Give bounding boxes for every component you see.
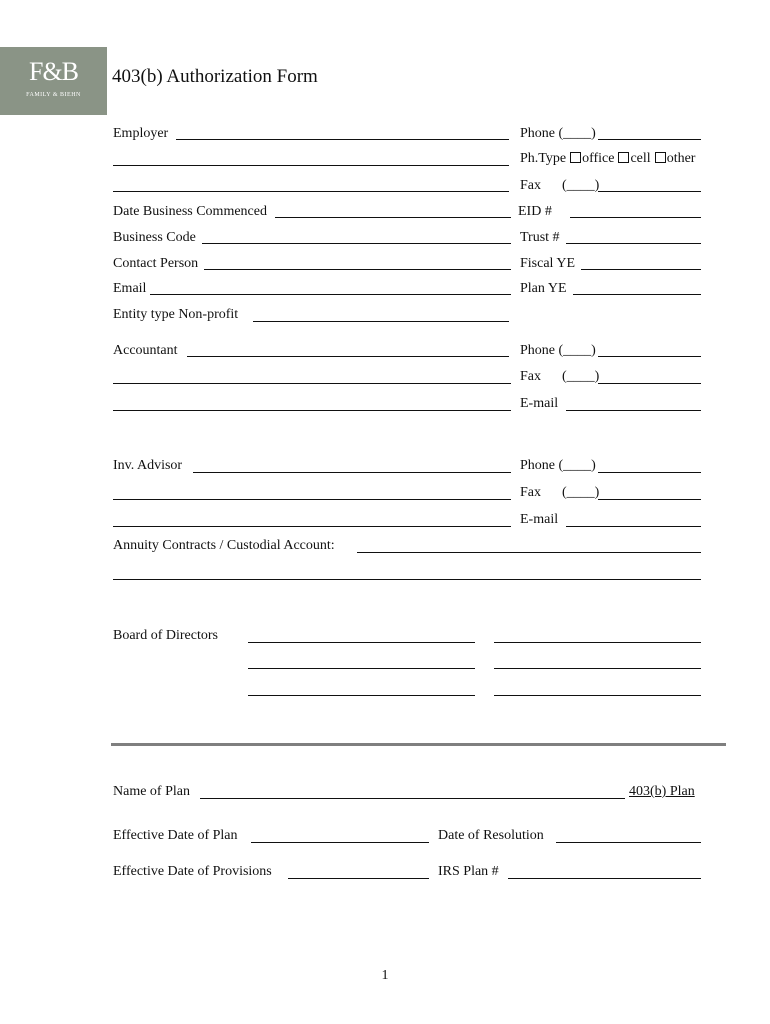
accountant-email-label: E-mail	[520, 396, 559, 411]
advisor-phone-field[interactable]	[598, 472, 701, 473]
advisor-email-label: E-mail	[520, 512, 559, 527]
date-resolution-label: Date of Resolution	[438, 828, 544, 843]
accountant-address-line-2[interactable]	[113, 410, 511, 411]
advisor-label: Inv. Advisor	[113, 458, 183, 473]
advisor-fax-field[interactable]	[598, 499, 701, 500]
entity-type-label: Entity type Non-profit	[113, 307, 239, 322]
office-checkbox[interactable]	[570, 152, 581, 163]
office-option-label: office	[582, 151, 615, 166]
contact-person-field[interactable]	[204, 269, 511, 270]
phone-type-row	[520, 151, 695, 167]
accountant-email-field[interactable]	[566, 410, 701, 411]
page-number: 1	[381, 968, 389, 983]
accountant-fax-label: Fax	[520, 369, 541, 384]
accountant-fax-field[interactable]	[598, 383, 701, 384]
advisor-address-line-1[interactable]	[113, 499, 511, 500]
company-logo	[0, 47, 107, 115]
irs-plan-label: IRS Plan #	[438, 864, 499, 879]
cell-option-label: cell	[630, 151, 651, 166]
advisor-address-line-2[interactable]	[113, 526, 511, 527]
cell-checkbox[interactable]	[618, 152, 629, 163]
date-business-commenced-field[interactable]	[275, 217, 511, 218]
trust-label: Trust #	[520, 230, 560, 245]
accountant-phone-field[interactable]	[598, 356, 701, 357]
board-director-field-1[interactable]	[248, 642, 475, 643]
board-director-field-2[interactable]	[494, 642, 701, 643]
employer-fax-area: (____)	[562, 178, 600, 193]
logo-monogram: F&B	[28, 57, 79, 86]
plan-name-label: Name of Plan	[113, 784, 190, 799]
annuity-field[interactable]	[357, 552, 701, 553]
eid-label: EID #	[518, 204, 552, 219]
fiscal-ye-label: Fiscal YE	[520, 256, 576, 271]
advisor-fax-area: (____)	[562, 485, 600, 500]
employer-label: Employer	[113, 126, 169, 141]
employer-address-line-2[interactable]	[113, 191, 509, 192]
email-field[interactable]	[150, 294, 511, 295]
date-business-commenced-label: Date Business Commenced	[113, 204, 267, 219]
board-director-field-6[interactable]	[494, 695, 701, 696]
fiscal-ye-field[interactable]	[581, 269, 701, 270]
page-title: 403(b) Authorization Form	[112, 66, 318, 87]
trust-field[interactable]	[566, 243, 701, 244]
other-option-label: other	[666, 151, 696, 166]
other-checkbox[interactable]	[655, 152, 666, 163]
annuity-label: Annuity Contracts / Custodial Account:	[113, 538, 335, 553]
board-director-field-5[interactable]	[248, 695, 475, 696]
accountant-phone-label: Phone (____)	[520, 343, 596, 358]
business-code-field[interactable]	[202, 243, 511, 244]
board-director-field-3[interactable]	[248, 668, 475, 669]
effective-provisions-field[interactable]	[288, 878, 429, 879]
board-director-field-4[interactable]	[494, 668, 701, 669]
board-label: Board of Directors	[113, 628, 218, 643]
date-resolution-field[interactable]	[556, 842, 701, 843]
advisor-email-field[interactable]	[566, 526, 701, 527]
advisor-fax-label: Fax	[520, 485, 541, 500]
section-divider	[111, 743, 726, 746]
plan-ye-label: Plan YE	[520, 281, 567, 296]
accountant-fax-area: (____)	[562, 369, 600, 384]
email-label: Email	[113, 281, 147, 296]
advisor-field[interactable]	[193, 472, 511, 473]
effective-date-field[interactable]	[251, 842, 429, 843]
plan-name-suffix: 403(b) Plan	[629, 784, 695, 799]
employer-field[interactable]	[176, 139, 509, 140]
employer-address-line-1[interactable]	[113, 165, 509, 166]
employer-phone-field[interactable]	[598, 139, 701, 140]
employer-fax-label: Fax	[520, 178, 541, 193]
plan-ye-field[interactable]	[573, 294, 701, 295]
phone-type-label: Ph.Type	[520, 151, 567, 166]
eid-field[interactable]	[570, 217, 701, 218]
effective-date-label: Effective Date of Plan	[113, 828, 238, 843]
accountant-field[interactable]	[187, 356, 509, 357]
plan-name-field[interactable]	[200, 798, 625, 799]
logo-tagline: FAMILY & BIEHN	[26, 92, 81, 98]
annuity-field-line-2[interactable]	[113, 579, 701, 580]
employer-phone-label: Phone (____)	[520, 126, 596, 141]
accountant-address-line-1[interactable]	[113, 383, 511, 384]
employer-fax-field[interactable]	[598, 191, 701, 192]
effective-provisions-label: Effective Date of Provisions	[113, 864, 272, 879]
business-code-label: Business Code	[113, 230, 196, 245]
entity-type-field[interactable]	[253, 321, 509, 322]
advisor-phone-label: Phone (____)	[520, 458, 596, 473]
accountant-label: Accountant	[113, 343, 178, 358]
irs-plan-field[interactable]	[508, 878, 701, 879]
contact-person-label: Contact Person	[113, 256, 199, 271]
